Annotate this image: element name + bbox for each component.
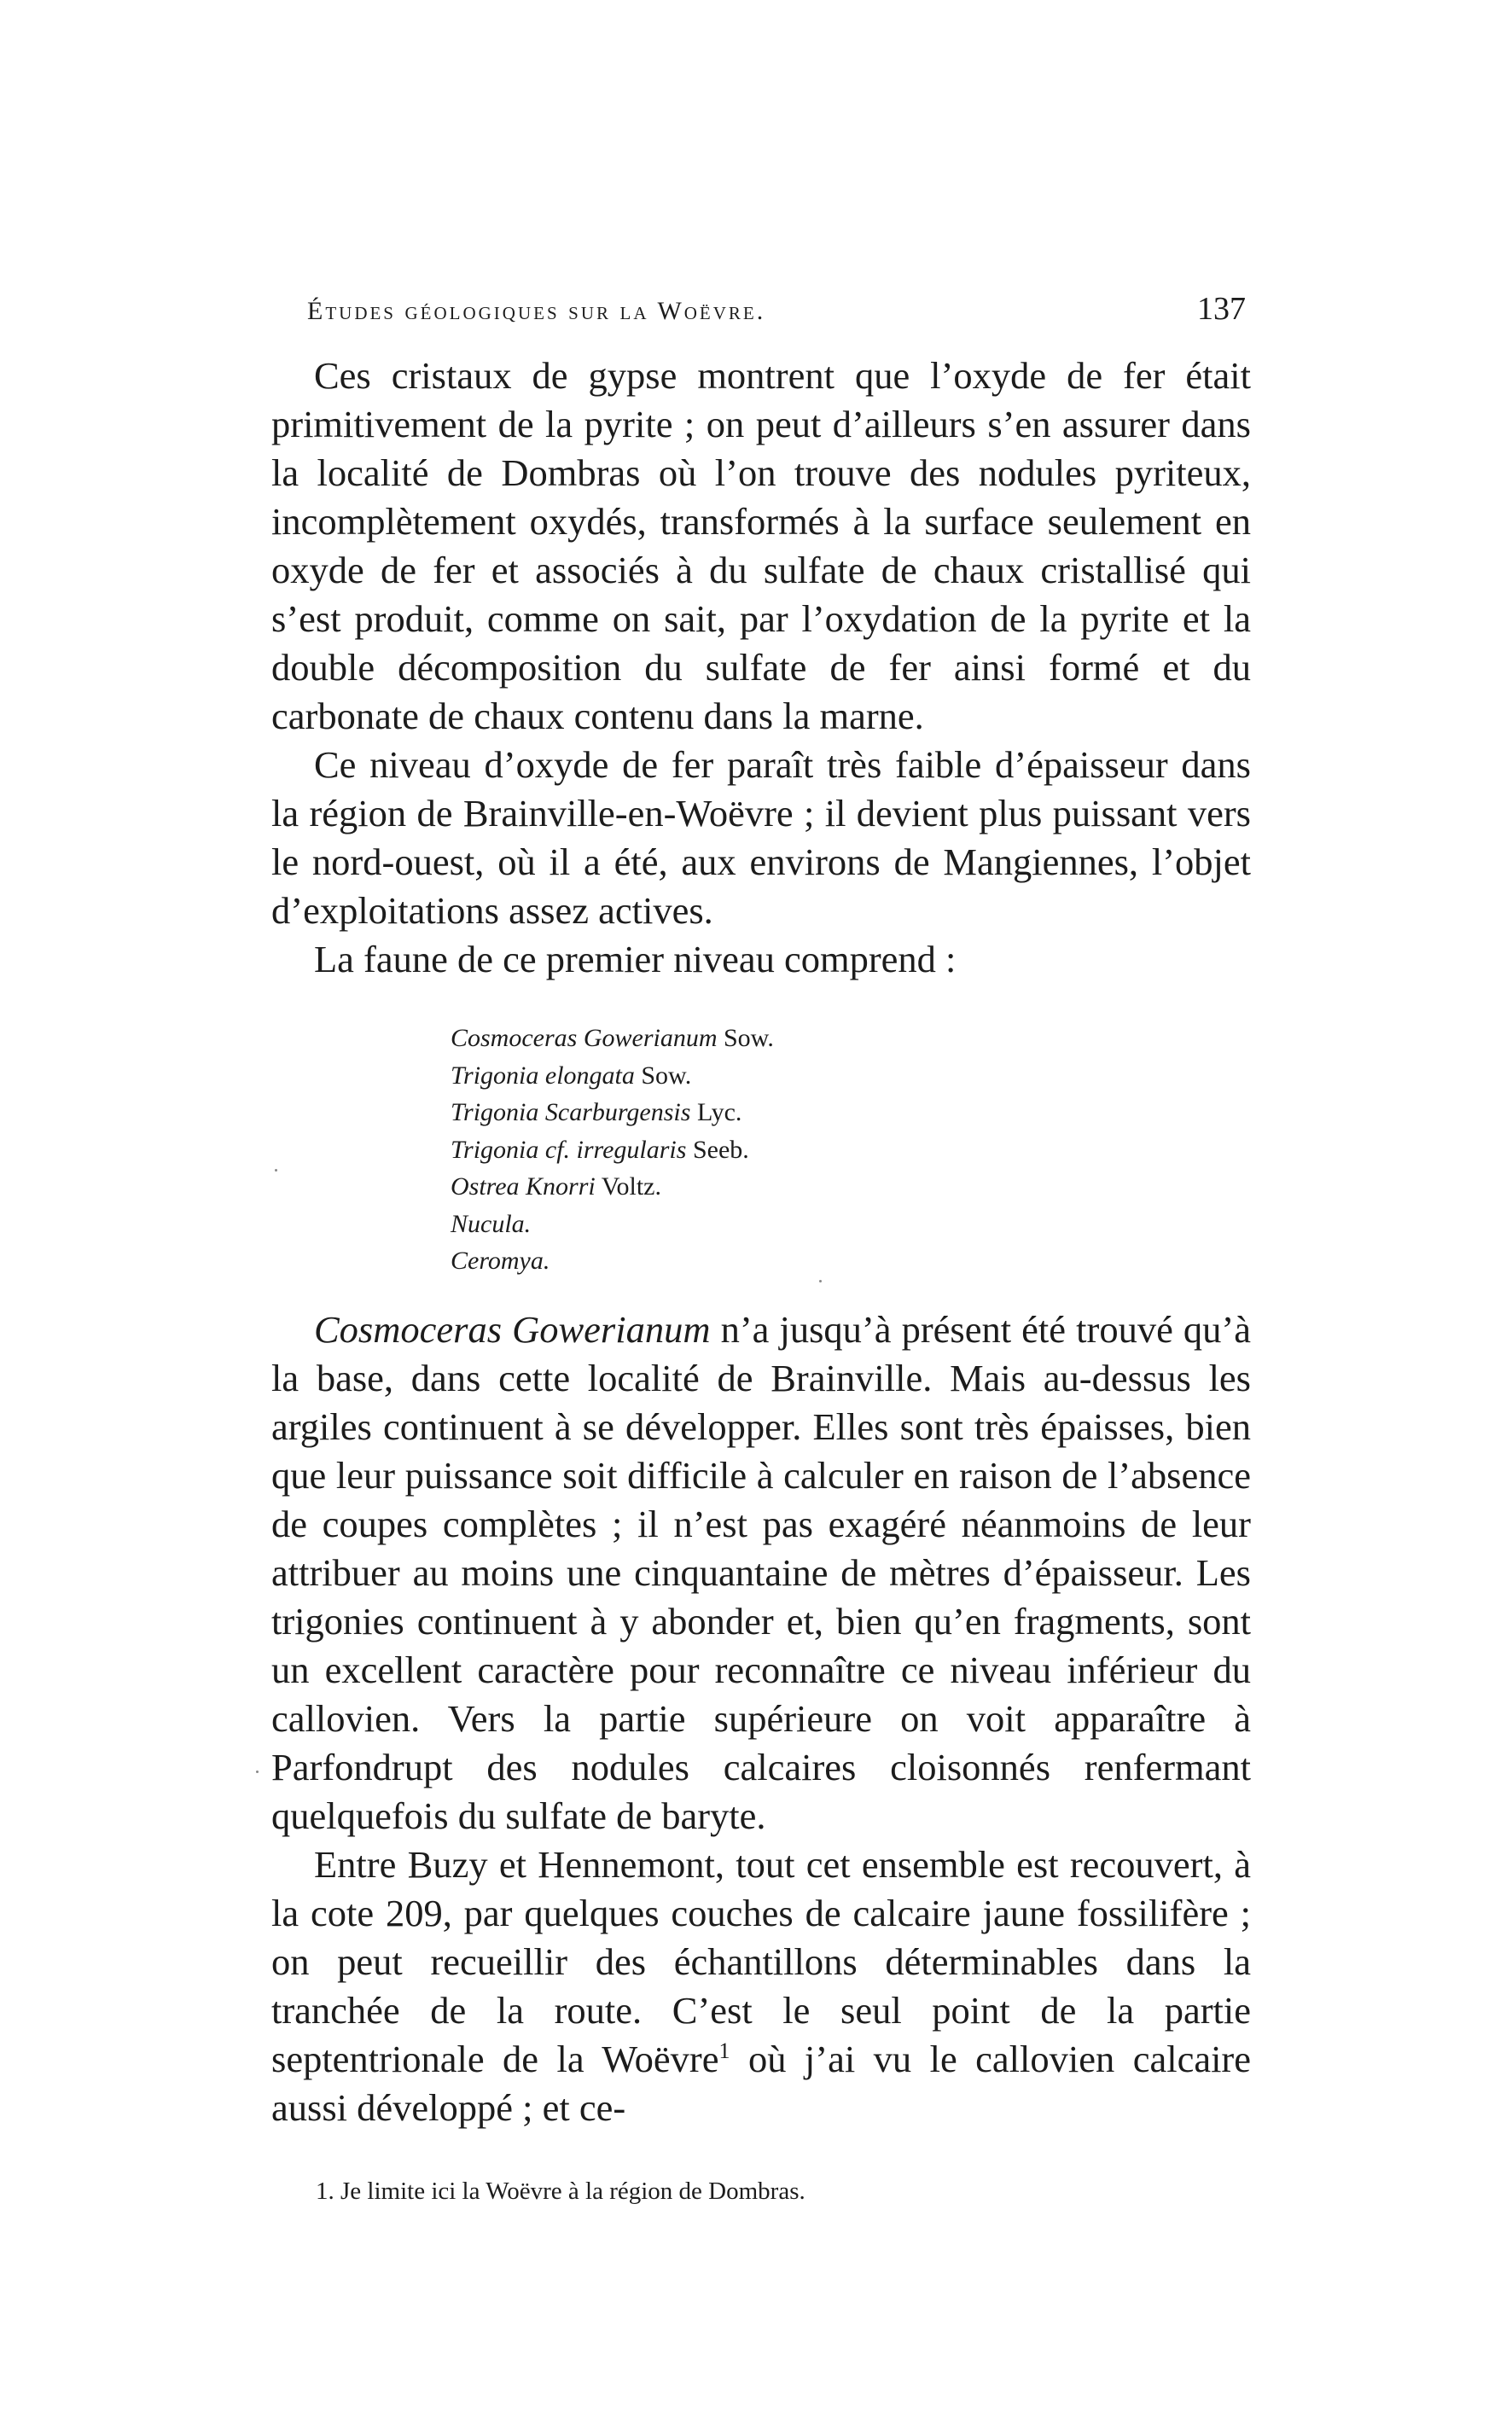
footnote — [316, 2176, 805, 2207]
fauna-item — [451, 1168, 774, 1206]
paragraph-buzy — [271, 1840, 1251, 2132]
body-text-lower — [271, 1305, 1251, 2132]
fauna-item — [451, 1131, 774, 1169]
fauna-author: Seeb. — [692, 1135, 749, 1164]
fauna-species: Trigonia elongata — [451, 1061, 635, 1090]
italic-species-name: Cosmoceras Gowerianum — [314, 1308, 711, 1351]
footnote-text: Je limite ici la Woëvre à la région de Dombras. — [340, 2178, 805, 2205]
paragraph-buzy-text-end: où j’ai vu le callovien calcaire aussi développé ; et ce- — [271, 2038, 1252, 2129]
fauna-author: Sow. — [724, 1024, 774, 1052]
print-speck — [819, 1280, 822, 1282]
paragraph-cosmoceras — [271, 1305, 1251, 1840]
print-speck — [256, 1771, 259, 1773]
footnote-number: 1. — [316, 2178, 334, 2205]
paragraph-cosmoceras-text: n’a jusqu’à présent été trouvé qu’à la base, dans cette localité de Brainville. Mais au-dessus les argiles continuent à se développer. Elles sont très épaisses, bien que leur puissance soit difficile à calculer en raison de l’absence de coupes complètes ; il n’est pas exagéré néanmoins de leur attribuer au moins une cinquantaine de mètres d’épaisseur. Les trigonies continuent à y abonder et, bien qu’en fragments, sont un excellent caractère pour reconnaître ce niveau inférieur du callovien. Vers la partie supérieure on voit apparaître à Parfondrupt des nodules calcaires cloisonnés renfermant quelquefois du sulfate de baryte. — [271, 1308, 1251, 1837]
print-speck — [275, 1169, 277, 1172]
fauna-species: Ceromya. — [451, 1247, 550, 1275]
fauna-list — [451, 1020, 774, 1280]
paragraph-faune-intro: La faune de ce premier niveau comprend : — [314, 938, 957, 980]
fauna-species: Ostrea Knorri — [451, 1172, 596, 1201]
fauna-item — [451, 1020, 774, 1057]
fauna-species: Cosmoceras Gowerianum — [451, 1024, 718, 1052]
paragraph-gypse: Ces cristaux de gypse montrent que l’oxyde de fer était primitivement de la pyrite ; on peut d’ailleurs s’en assurer dans la localité de Dombras où l’on trouve des nodules pyriteux, incomplètement oxydés, transformés à la surface seulement en oxyde de fer et associés à du sulfate de chaux cristallisé qui s’est produit, comme on sait, par l’oxydation de la pyrite et la double décomposition du sulfate de fer ainsi formé et du carbonate de chaux contenu dans la marne. — [271, 354, 1251, 737]
page-number: 137 — [1197, 291, 1246, 327]
paragraph-buzy-text: Entre Buzy et Hennemont, tout cet ensemble est recouvert, à la cote 209, par quelques couches de calcaire jaune fossilifère ; on peut recueillir des échantillons déterminables dans la tranchée de la route. C’est le seul point de la partie septentrionale de la Woëvre — [271, 1843, 1251, 2080]
fauna-species: Nucula. — [451, 1209, 532, 1238]
fauna-species: Trigonia Scarburgensis — [451, 1098, 691, 1126]
paragraph-niveau: Ce niveau d’oxyde de fer paraît très faible d’épaisseur dans la région de Brainville-en-Woëvre ; il devient plus puissant vers le nord-ouest, où il a été, aux environs de Mangiennes, l’objet d’exploitations assez actives. — [271, 743, 1251, 932]
fauna-item — [451, 1242, 774, 1280]
fauna-author: Voltz. — [601, 1172, 662, 1201]
fauna-item — [451, 1206, 774, 1243]
footnote-reference[interactable]: 1 — [718, 2038, 730, 2064]
fauna-item — [451, 1057, 774, 1095]
fauna-species: Trigonia cf. irregularis — [451, 1135, 687, 1164]
page-header — [273, 290, 1246, 341]
fauna-author: Sow. — [641, 1061, 692, 1090]
body-text-upper — [271, 352, 1251, 984]
fauna-author: Lyc. — [696, 1098, 742, 1126]
fauna-item — [451, 1094, 774, 1131]
running-title: Études géologiques sur la Woëvre. — [307, 297, 766, 325]
